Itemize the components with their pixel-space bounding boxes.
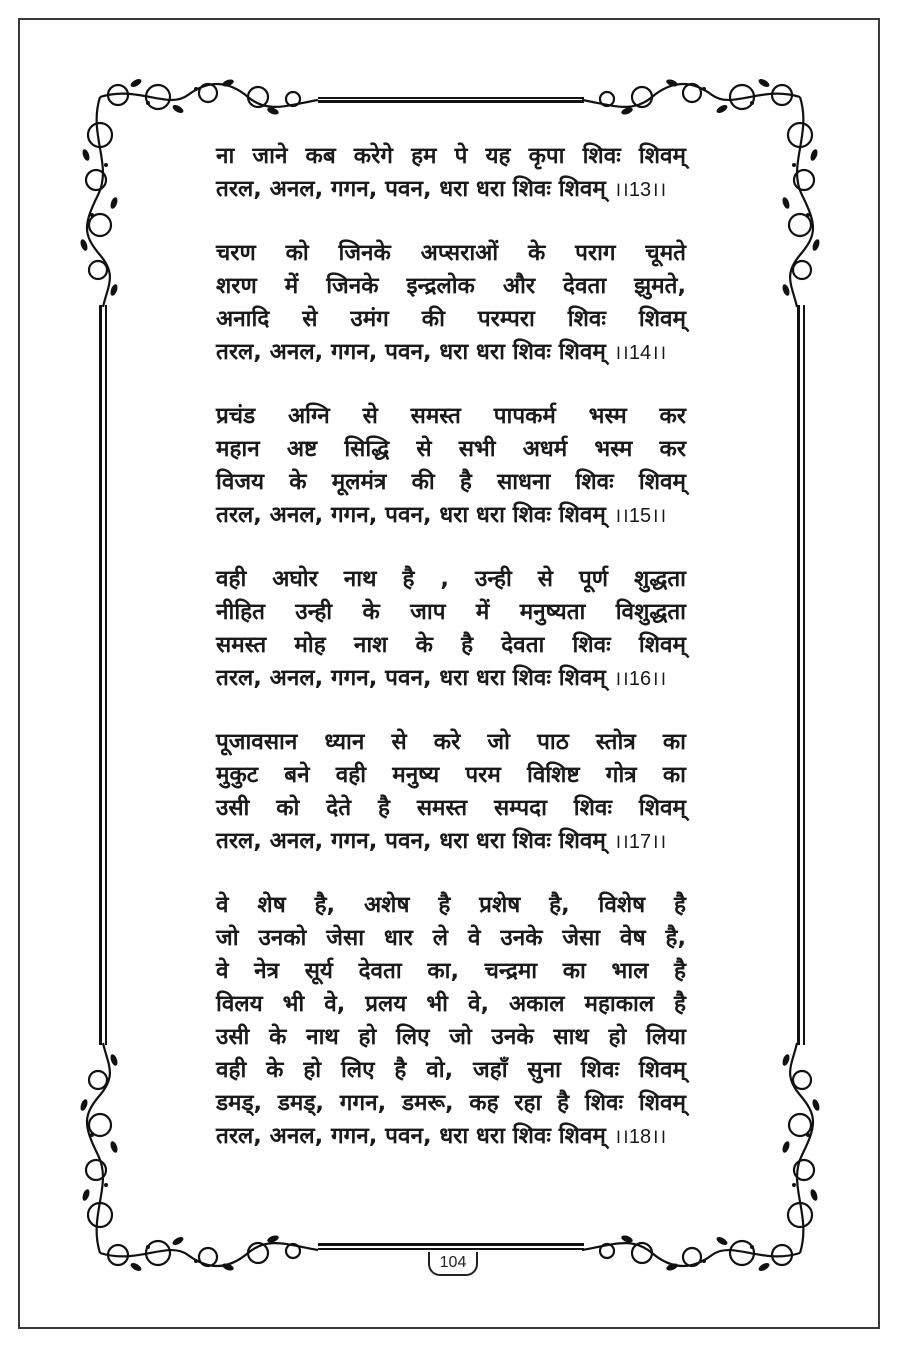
stanza-15 bbox=[216, 400, 764, 532]
poem-line: महान अष्ट सिद्धि से सभी अधर्म भस्म कर bbox=[216, 436, 686, 462]
stanza-16 bbox=[216, 563, 764, 695]
poem-line: वही अघोर नाथ है , उन्ही से पूर्ण शुद्धता bbox=[216, 566, 686, 592]
refrain-line bbox=[216, 173, 764, 206]
left-border-thick-line bbox=[99, 305, 102, 1045]
refrain-text: तरल, अनल, गगन, पवन, धरा धरा शिवः शिवम् bbox=[216, 665, 606, 691]
stanza-17 bbox=[216, 726, 764, 858]
top-border-thick-line bbox=[318, 100, 584, 103]
refrain-text: तरल, अनल, गगन, पवन, धरा धरा शिवः शिवम् bbox=[216, 176, 606, 202]
poem-line: नीहित उन्ही के जाप में मनुष्यता विशुद्धता bbox=[216, 599, 686, 625]
verse-number: ।।16।। bbox=[613, 668, 667, 690]
poem-line: मुकुट बने वही मनुष्य परम विशिष्ट गोत्र का bbox=[216, 762, 686, 788]
left-border-thin-line bbox=[105, 305, 107, 1045]
poem-line: समस्त मोह नाश के है देवता शिवः शिवम् bbox=[216, 632, 686, 658]
poem-line: वे नेत्र सूर्य देवता का, चन्द्रमा का भाल है bbox=[216, 958, 686, 984]
poem-line: वही के हो लिए है वो, जहाँ सुना शिवः शिवम् bbox=[216, 1057, 686, 1083]
poem-line: विजय के मूलमंत्र की है साधना शिवः शिवम् bbox=[216, 469, 686, 495]
refrain-text: तरल, अनल, गगन, पवन, धरा धरा शिवः शिवम् bbox=[216, 1123, 606, 1149]
top-border-thin-line bbox=[318, 97, 584, 99]
verse-number: ।।14।। bbox=[613, 342, 667, 364]
refrain-line bbox=[216, 662, 764, 695]
poem-line: डमड्, डमड्, गगन, डमरू, कह रहा है शिवः शिवम् bbox=[216, 1090, 686, 1116]
poem-line: विलय भी वे, प्रलय भी वे, अकाल महाकाल है bbox=[216, 991, 686, 1017]
poem-line: शरण में जिनके इन्द्रलोक और देवता झुमते, bbox=[216, 273, 686, 299]
refrain-line bbox=[216, 499, 764, 532]
poem-line: उसी को देते है समस्त सम्पदा शिवः शिवम् bbox=[216, 795, 686, 821]
verse-number: ।।17।। bbox=[613, 831, 667, 853]
verse-number: ।।15।। bbox=[613, 505, 667, 527]
refrain-text: तरल, अनल, गगन, पवन, धरा धरा शिवः शिवम् bbox=[216, 828, 606, 854]
poem-line: ना जाने कब करेगे हम पे यह कृपा शिवः शिवम् bbox=[216, 143, 686, 169]
poem-line: जो उनको जेसा धार ले वे उनके जेसा वेष है, bbox=[216, 925, 686, 951]
stanza-14 bbox=[216, 237, 764, 369]
refrain-line bbox=[216, 1120, 764, 1153]
poem-line: प्रचंड अग्नि से समस्त पापकर्म भस्म कर bbox=[216, 403, 686, 429]
page-number: 104 bbox=[428, 1252, 478, 1276]
stanza-18 bbox=[216, 889, 764, 1153]
poem-body bbox=[216, 140, 764, 1184]
verse-number: ।।18।। bbox=[613, 1126, 667, 1148]
refrain-text: तरल, अनल, गगन, पवन, धरा धरा शिवः शिवम् bbox=[216, 339, 606, 365]
bottom-border-thick-line bbox=[318, 1243, 584, 1246]
right-border-thick-line bbox=[797, 305, 800, 1045]
poem-line: उसी के नाथ हो लिए जो उनके साथ हो लिया bbox=[216, 1024, 686, 1050]
poem-line: चरण को जिनके अप्सराओं के पराग चूमते bbox=[216, 240, 686, 266]
right-border-thin-line bbox=[803, 305, 805, 1045]
poem-line: अनादि से उमंग की परम्परा शिवः शिवम् bbox=[216, 306, 686, 332]
refrain-line bbox=[216, 336, 764, 369]
verse-number: ।।13।। bbox=[613, 179, 667, 201]
refrain-text: तरल, अनल, गगन, पवन, धरा धरा शिवः शिवम् bbox=[216, 502, 606, 528]
poem-line: वे शेष है, अशेष है प्रशेष है, विशेष है bbox=[216, 892, 686, 918]
poem-line: पूजावसान ध्यान से करे जो पाठ स्तोत्र का bbox=[216, 729, 686, 755]
refrain-line bbox=[216, 825, 764, 858]
stanza-13 bbox=[216, 140, 764, 206]
bottom-border-thin-line bbox=[318, 1248, 584, 1250]
